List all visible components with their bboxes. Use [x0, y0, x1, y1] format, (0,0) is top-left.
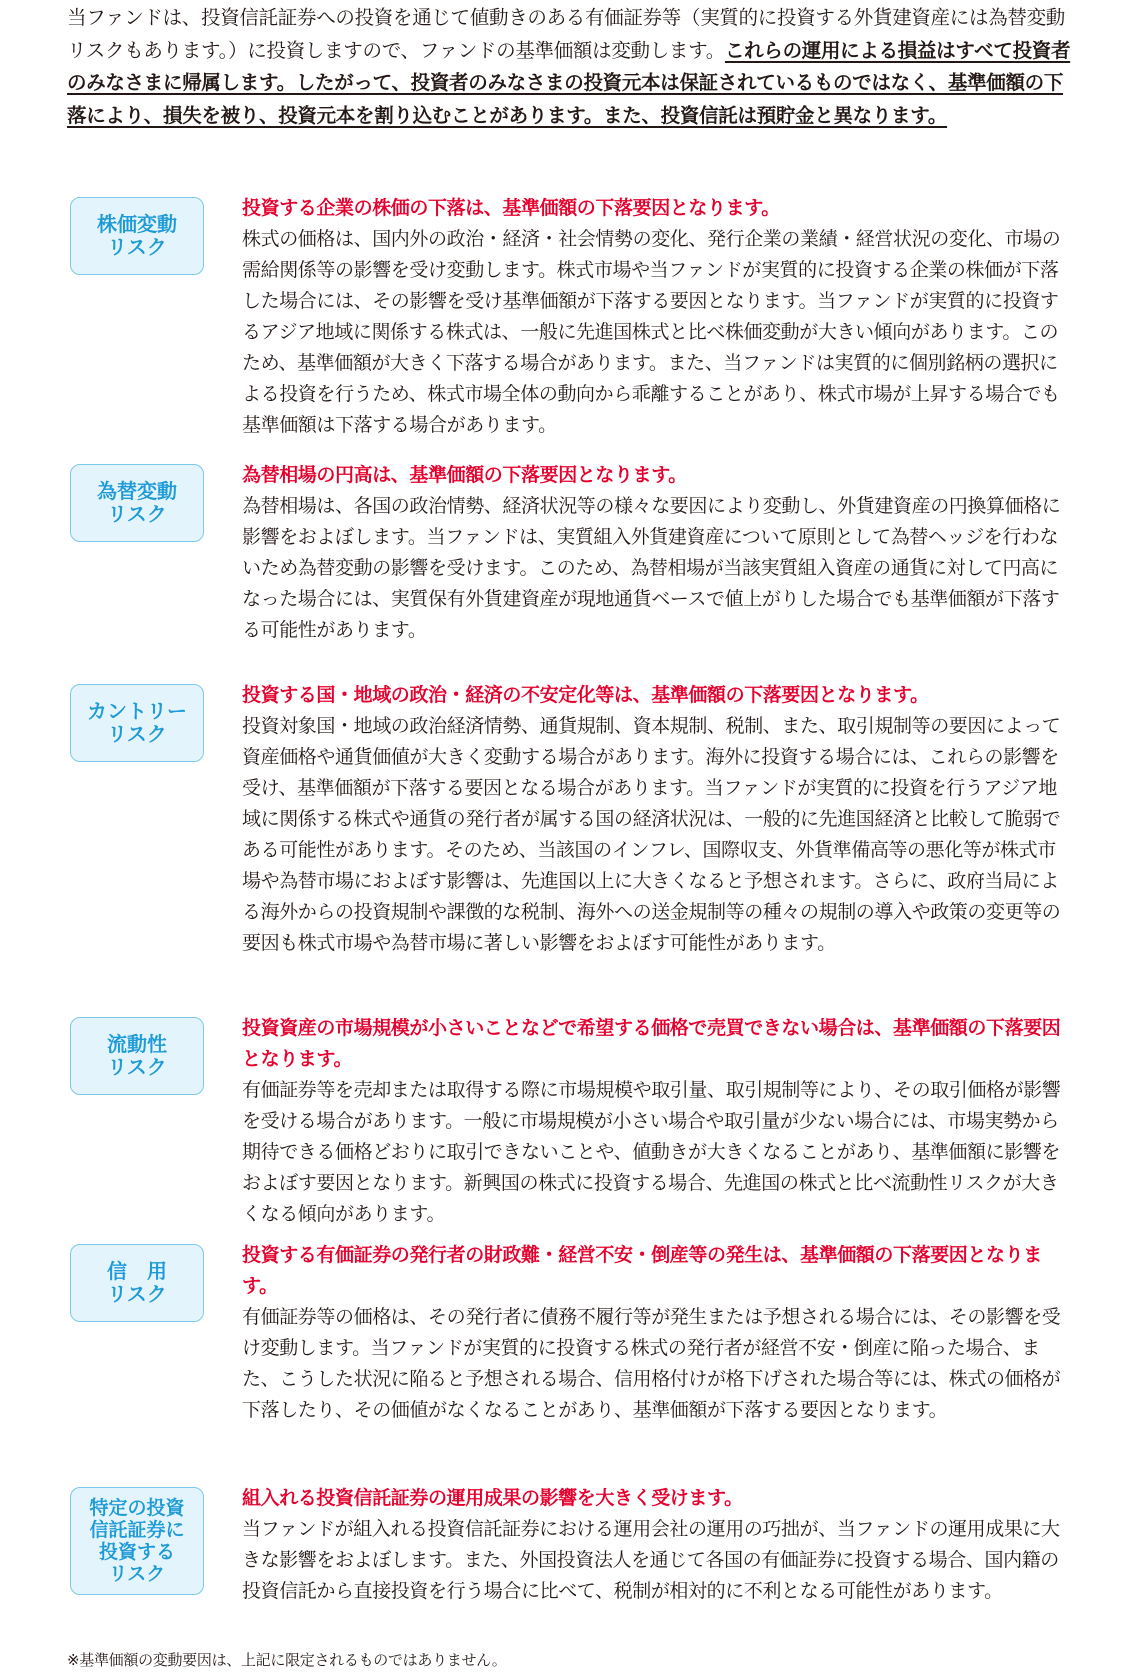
- risk-headline: 投資する企業の株価の下落は、基準価額の下落要因となります。: [242, 197, 780, 219]
- risk-badge: [70, 1487, 204, 1595]
- risk-content: [242, 193, 1072, 441]
- risk-body: 当ファンドが組入れる投資信託証券における運用会社の運用の巧拙が、当ファンドの運用成果に大きな影響をおよぼします。また、外国投資法人を通じて各国の有価証券に投資する場合、国内籍の投資信託から直接投資を行う場合に比べて、税制が相対的に不利となる可能性があります。: [242, 1518, 1060, 1602]
- risk-headline: 組入れる投資信託証券の運用成果の影響を大きく受けます。: [242, 1487, 743, 1509]
- risk-body: 有価証券等を売却または取得する際に市場規模や取引量、取引規制等により、その取引価格が影響を受ける場合があります。一般に市場規模が小さい場合や取引量が少ない場合には、市場実勢から期待できる価格どおりに取引できないことや、値動きが大きくなることがあり、基準価額に影響をおよぼす要因となります。新興国の株式に投資する場合、先進国の株式と比べ流動性リスクが大きくなる傾向があります。: [242, 1079, 1061, 1225]
- risk-body: 投資対象国・地域の政治経済情勢、通貨規制、資本規制、税制、また、取引規制等の要因によって資産価格や通貨価値が大きく変動する場合があります。海外に投資する場合には、これらの影響を受け、基準価額が下落する要因となる場合があります。当ファンドが実質的に投資を行うアジア地域に関係する株式や通貨の発行者が属する国の経済状況は、一般的に先進国経済と比較して脆弱である可能性があります。そのため、当該国のインフレ、国際収支、外貨準備高等の悪化等が株式市場や為替市場におよぼす影響は、先進国以上に大きくなると予想されます。さらに、政府当局による海外からの投資規制や課徴的な税制、海外への送金規制等の種々の規制の導入や政策の変更等の要因も株式市場や為替市場に著しい影響をおよぼす可能性があります。: [242, 715, 1061, 954]
- risk-badge-label: 特定の投資 信託証券に 投資する リスク: [89, 1497, 185, 1585]
- risk-badge-label: 信 用 リスク: [107, 1259, 167, 1306]
- risk-badge-label: 為替変動 リスク: [97, 479, 177, 526]
- intro-text: 当ファンドは、投資信託証券への投資を通じて値動きのある有価証券等（実質的に投資する外貨建資産には為替変動リスクもあります。）に投資しますので、ファンドの基準価額は変動します。: [67, 6, 1066, 62]
- risk-headline: 投資する国・地域の政治・経済の不安定化等は、基準価額の下落要因となります。: [242, 684, 929, 706]
- footnote: ※基準価額の変動要因は、上記に限定されるものではありません。: [67, 1651, 507, 1669]
- risk-headline: 為替相場の円高は、基準価額の下落要因となります。: [242, 464, 687, 486]
- risk-headline: 投資資産の市場規模が小さいことなどで希望する価格で売買できない場合は、基準価額の下落要因となります。: [242, 1017, 1061, 1070]
- risk-badge: [70, 1017, 204, 1095]
- risk-content: [242, 1483, 1072, 1607]
- risk-badge-label: カントリー リスク: [87, 699, 187, 746]
- risk-content: [242, 1240, 1072, 1426]
- risk-body: 有価証券等の価格は、その発行者に債務不履行等が発生または予想される場合には、その影響を受け変動します。当ファンドが実質的に投資する株式の発行者が経営不安・倒産に陥った場合、また、こうした状況に陥ると予想される場合、信用格付けが格下げされた場合等には、株式の価格が下落したり、その価値がなくなることがあり、基準価額が下落する要因となります。: [242, 1306, 1061, 1421]
- intro-emphasis: これらの運用による損益はすべて投資者のみなさまに帰属します。したがって、投資者のみなさまの投資元本は保証されているものではなく、基準価額の下落により、損失を被り、投資元本を割り込むことがあります。また、投資信託は預貯金と異なります。: [67, 38, 1071, 127]
- risk-badge: [70, 197, 204, 275]
- risk-badge-label: 流動性 リスク: [107, 1032, 167, 1079]
- risk-content: [242, 1013, 1072, 1230]
- risk-body: 株式の価格は、国内外の政治・経済・社会情勢の変化、発行企業の業績・経営状況の変化、市場の需給関係等の影響を受け変動します。株式市場や当ファンドが実質的に投資する企業の株価が下落した場合には、その影響を受け基準価額が下落する要因となります。当ファンドが実質的に投資するアジア地域に関係する株式は、一般に先進国株式と比べ株価変動が大きい傾向があります。このため、基準価額が大きく下落する場合があります。また、当ファンドは実質的に個別銘柄の選択による投資を行うため、株式市場全体の動向から乖離することがあり、株式市場が上昇する場合でも基準価額は下落する場合があります。: [242, 228, 1061, 436]
- risk-headline: 投資する有価証券の発行者の財政難・経営不安・倒産等の発生は、基準価額の下落要因となります。: [242, 1244, 1042, 1297]
- risk-badge: [70, 1244, 204, 1322]
- risk-badge: [70, 464, 204, 542]
- risk-content: [242, 680, 1072, 959]
- risk-content: [242, 460, 1072, 646]
- intro-paragraph: [67, 2, 1077, 132]
- risk-badge-label: 株価変動 リスク: [97, 212, 177, 259]
- risk-badge: [70, 684, 204, 762]
- risk-body: 為替相場は、各国の政治情勢、経済状況等の様々な要因により変動し、外貨建資産の円換算価格に影響をおよぼします。当ファンドは、実質組入外貨建資産について原則として為替ヘッジを行わないため為替変動の影響を受けます。このため、為替相場が当該実質組入資産の通貨に対して円高になった場合には、実質保有外貨建資産が現地通貨ベースで値上がりした場合でも基準価額が下落する可能性があります。: [242, 495, 1061, 641]
